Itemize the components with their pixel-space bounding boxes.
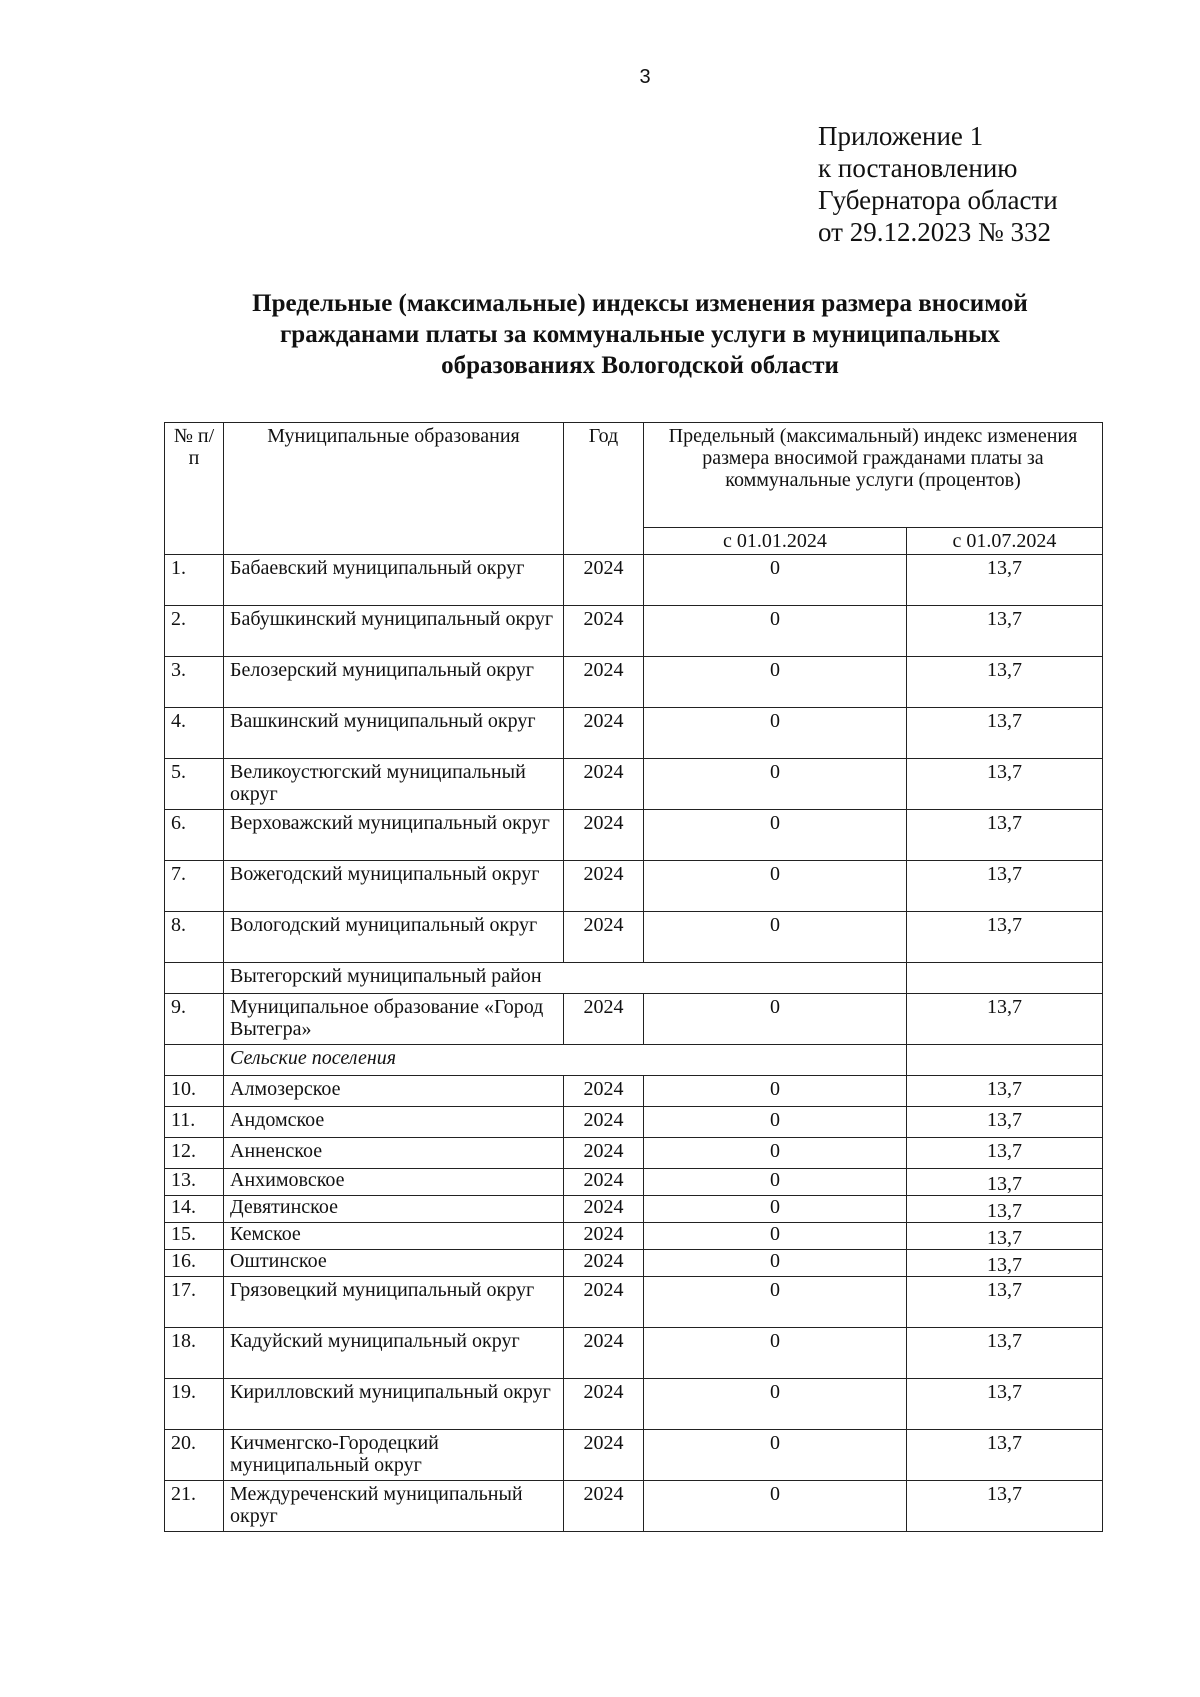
- table-row: [165, 1430, 1103, 1481]
- municipality-name: Девятинское: [224, 1196, 564, 1223]
- municipality-name: Верховажский муниципальный округ: [224, 810, 564, 861]
- row-number: 7.: [165, 861, 224, 912]
- table-row: [165, 606, 1103, 657]
- value-from-jan: 0: [644, 1196, 907, 1223]
- header-from-jan: с 01.01.2024: [644, 528, 907, 555]
- row-number: 21.: [165, 1481, 224, 1532]
- municipality-name: Вашкинский муниципальный округ: [224, 708, 564, 759]
- municipality-name: Кичменгско-Городецкий муниципальный округ: [224, 1430, 564, 1481]
- row-year: 2024: [564, 606, 644, 657]
- value-from-jul: 13,7: [907, 1481, 1103, 1532]
- value-from-jul: 13,7: [907, 1138, 1103, 1169]
- row-year: 2024: [564, 1107, 644, 1138]
- value-from-jul: 13,7: [907, 759, 1103, 810]
- municipality-name: Грязовецкий муниципальный округ: [224, 1277, 564, 1328]
- municipality-name: Анхимовское: [224, 1169, 564, 1196]
- value-from-jan: 0: [644, 708, 907, 759]
- municipality-name: Бабушкинский муниципальный округ: [224, 606, 564, 657]
- appendix-line: Приложение 1: [818, 121, 984, 151]
- header-municipality: Муниципальные образования: [224, 423, 564, 555]
- row-year: 2024: [564, 1076, 644, 1107]
- header-number: № п/п: [165, 423, 224, 555]
- value-from-jan: 0: [644, 1107, 907, 1138]
- header-index: Предельный (максимальный) индекс изменения размера вносимой гражданами платы за коммунальные услуги (процентов): [644, 423, 1103, 528]
- header-year: Год: [564, 423, 644, 555]
- row-year: 2024: [564, 1328, 644, 1379]
- value-from-jan: 0: [644, 861, 907, 912]
- row-number: 11.: [165, 1107, 224, 1138]
- value-from-jan: 0: [644, 1328, 907, 1379]
- table-row: [165, 1107, 1103, 1138]
- municipality-name: Белозерский муниципальный округ: [224, 657, 564, 708]
- group-label: Вытегорский муниципальный район: [224, 963, 907, 994]
- municipality-name: Великоустюгский муниципальный округ: [224, 759, 564, 810]
- value-from-jan: 0: [644, 1430, 907, 1481]
- row-year: 2024: [564, 861, 644, 912]
- page-number: 3: [639, 66, 651, 88]
- value-from-jul: 13,7: [907, 1250, 1103, 1277]
- table-row: [165, 994, 1103, 1045]
- row-number: 1.: [165, 555, 224, 606]
- table-row: [165, 555, 1103, 606]
- value-from-jan: 0: [644, 1076, 907, 1107]
- table-row: [165, 810, 1103, 861]
- table-row: [165, 912, 1103, 963]
- row-number: 13.: [165, 1169, 224, 1196]
- row-year: 2024: [564, 1379, 644, 1430]
- value-from-jan: 0: [644, 606, 907, 657]
- row-year: 2024: [564, 912, 644, 963]
- municipality-name: Муниципальное образование «Город Вытегра»: [224, 994, 564, 1045]
- row-number: 3.: [165, 657, 224, 708]
- row-year: 2024: [564, 1430, 644, 1481]
- table-row: [165, 1481, 1103, 1532]
- municipality-name: Бабаевский муниципальный округ: [224, 555, 564, 606]
- row-year: 2024: [564, 1223, 644, 1250]
- appendix-line: от 29.12.2023 № 332: [818, 217, 1051, 247]
- value-from-jan: 0: [644, 912, 907, 963]
- table-row: [165, 1223, 1103, 1250]
- value-from-jul: 13,7: [907, 555, 1103, 606]
- group-number-cell: [165, 1045, 224, 1076]
- value-from-jan: 0: [644, 1481, 907, 1532]
- table-row: [165, 759, 1103, 810]
- row-number: 9.: [165, 994, 224, 1045]
- value-from-jan: 0: [644, 759, 907, 810]
- municipality-name: Междуреченский муниципальный округ: [224, 1481, 564, 1532]
- value-from-jul: 13,7: [907, 912, 1103, 963]
- table-row: [165, 861, 1103, 912]
- municipality-name: Алмозерское: [224, 1076, 564, 1107]
- row-number: 16.: [165, 1250, 224, 1277]
- value-from-jan: 0: [644, 994, 907, 1045]
- table-row: [165, 1379, 1103, 1430]
- group-row: [165, 963, 1103, 994]
- value-from-jul: 13,7: [907, 708, 1103, 759]
- appendix-line: Губернатора области: [818, 185, 1058, 215]
- row-year: 2024: [564, 1169, 644, 1196]
- group-row: [165, 1045, 1103, 1076]
- value-from-jul: 13,7: [907, 1328, 1103, 1379]
- value-from-jan: 0: [644, 1138, 907, 1169]
- row-number: 19.: [165, 1379, 224, 1430]
- value-from-jul: 13,7: [907, 810, 1103, 861]
- municipality-name: Андомское: [224, 1107, 564, 1138]
- table-row: [165, 708, 1103, 759]
- value-from-jan: 0: [644, 1223, 907, 1250]
- row-year: 2024: [564, 1138, 644, 1169]
- municipality-name: Оштинское: [224, 1250, 564, 1277]
- row-year: 2024: [564, 1250, 644, 1277]
- row-number: 10.: [165, 1076, 224, 1107]
- group-empty-cell: [907, 1045, 1103, 1076]
- row-number: 8.: [165, 912, 224, 963]
- row-number: 20.: [165, 1430, 224, 1481]
- municipality-name: Кадуйский муниципальный округ: [224, 1328, 564, 1379]
- value-from-jan: 0: [644, 657, 907, 708]
- municipality-name: Вожегодский муниципальный округ: [224, 861, 564, 912]
- municipality-name: Анненское: [224, 1138, 564, 1169]
- row-year: 2024: [564, 759, 644, 810]
- table-row: [165, 1169, 1103, 1196]
- group-number-cell: [165, 963, 224, 994]
- group-label: Сельские поселения: [224, 1045, 907, 1076]
- value-from-jul: 13,7: [907, 1076, 1103, 1107]
- value-from-jul: 13,7: [907, 1223, 1103, 1250]
- row-year: 2024: [564, 1481, 644, 1532]
- value-from-jul: 13,7: [907, 1379, 1103, 1430]
- value-from-jul: 13,7: [907, 1196, 1103, 1223]
- row-number: 15.: [165, 1223, 224, 1250]
- row-number: 4.: [165, 708, 224, 759]
- table-row: [165, 1328, 1103, 1379]
- group-empty-cell: [907, 963, 1103, 994]
- row-number: 2.: [165, 606, 224, 657]
- value-from-jul: 13,7: [907, 1169, 1103, 1196]
- value-from-jul: 13,7: [907, 657, 1103, 708]
- value-from-jul: 13,7: [907, 1277, 1103, 1328]
- table-row: [165, 657, 1103, 708]
- value-from-jul: 13,7: [907, 861, 1103, 912]
- value-from-jan: 0: [644, 555, 907, 606]
- municipality-name: Вологодский муниципальный округ: [224, 912, 564, 963]
- row-year: 2024: [564, 657, 644, 708]
- value-from-jan: 0: [644, 810, 907, 861]
- row-number: 17.: [165, 1277, 224, 1328]
- value-from-jan: 0: [644, 1250, 907, 1277]
- row-number: 14.: [165, 1196, 224, 1223]
- title-line: образованиях Вологодской области: [441, 352, 839, 379]
- title-line: Предельные (максимальные) индексы изменения размера вносимой: [252, 290, 1028, 317]
- value-from-jan: 0: [644, 1277, 907, 1328]
- municipality-name: Кирилловский муниципальный округ: [224, 1379, 564, 1430]
- header-from-jul: с 01.07.2024: [907, 528, 1103, 555]
- appendix-line: к постановлению: [818, 153, 1018, 183]
- indices-table: [164, 422, 1103, 1532]
- row-year: 2024: [564, 810, 644, 861]
- table-row: [165, 1076, 1103, 1107]
- value-from-jan: 0: [644, 1169, 907, 1196]
- table-row: [165, 1250, 1103, 1277]
- row-year: 2024: [564, 555, 644, 606]
- title-line: гражданами платы за коммунальные услуги в муниципальных: [279, 321, 1001, 348]
- row-year: 2024: [564, 994, 644, 1045]
- row-number: 6.: [165, 810, 224, 861]
- row-year: 2024: [564, 708, 644, 759]
- row-number: 18.: [165, 1328, 224, 1379]
- row-year: 2024: [564, 1196, 644, 1223]
- value-from-jul: 13,7: [907, 1107, 1103, 1138]
- value-from-jul: 13,7: [907, 606, 1103, 657]
- row-number: 12.: [165, 1138, 224, 1169]
- row-year: 2024: [564, 1277, 644, 1328]
- table-row: [165, 1277, 1103, 1328]
- table-row: [165, 1196, 1103, 1223]
- municipality-name: Кемское: [224, 1223, 564, 1250]
- table-body: [165, 555, 1103, 1532]
- appendix-block: [818, 120, 1058, 248]
- value-from-jan: 0: [644, 1379, 907, 1430]
- value-from-jul: 13,7: [907, 1430, 1103, 1481]
- table-row: [165, 1138, 1103, 1169]
- document-title: [160, 288, 1120, 381]
- value-from-jul: 13,7: [907, 994, 1103, 1045]
- row-number: 5.: [165, 759, 224, 810]
